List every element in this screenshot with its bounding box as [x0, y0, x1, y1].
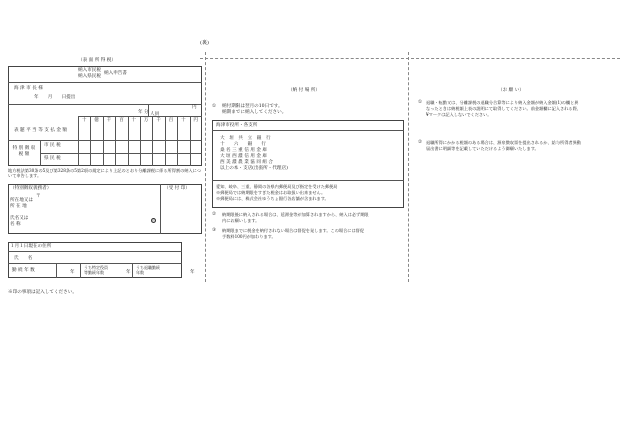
n2-text-b: 届出書に明細等を記載していただけるよう御願いたします。	[426, 146, 539, 151]
item2-circle: ②	[212, 212, 217, 217]
header-line1: 納入市民税	[78, 68, 101, 73]
postal-mark: 〒	[36, 194, 41, 199]
n1-text: 退職・転勤又は、分離課税の退職分合算等により納入金額が納入金額(1)の欄と異	[426, 100, 579, 105]
row-city-label: 市 民 税	[44, 143, 61, 148]
col-specific-years: うち特定役員 等勤続年数	[84, 265, 108, 275]
header-line2: 納入県民税	[78, 74, 101, 79]
bank-line: 十 六 銀 行	[220, 142, 266, 147]
year-unit: 年	[190, 270, 195, 275]
item1-circle: ①	[212, 104, 217, 109]
digit: 十	[81, 118, 87, 123]
item3-circle: ③	[212, 228, 217, 233]
seal-icon: 印	[152, 219, 156, 223]
row-total-label: 表 題 平 当 等 支 払 金 額	[14, 128, 68, 133]
digit: 万	[143, 118, 149, 123]
digit: 千	[156, 118, 161, 123]
bank-line: 西 美 濃 農 業 協 同 組 合	[220, 160, 274, 165]
bank-line: 大 垣 西 濃 信 用 金 庫	[220, 154, 267, 159]
fold-line-top	[200, 58, 620, 59]
bank-line: 大 垣 共 立 銀 行	[220, 136, 271, 141]
footer-note: ※印の事項は記入してください。	[8, 290, 77, 295]
item3-text-b: 手数料100円が加わります。	[222, 234, 276, 239]
digit: 十	[131, 118, 137, 123]
col-retire-years: うち退職勤続 年数	[136, 265, 160, 275]
declaration-note: 地方税法第30条の5及び第328条の5第2項の規定により上記のとおり分離課税に係る所得割の納入について申告します。	[8, 168, 201, 179]
year-unit: 年	[70, 270, 75, 275]
row-pref-label: 県 民 税	[44, 156, 61, 161]
row-group-label: 特 別 徴 収 税 額	[12, 146, 36, 157]
item2-text-b: 内にお願いします。	[222, 218, 260, 223]
name-label: 氏 名	[14, 256, 33, 261]
unit-yen: 円	[192, 105, 197, 110]
digit: 百	[119, 118, 124, 123]
year-label: 年 分	[138, 110, 149, 115]
bank-header: 海津市役所・各支所	[216, 123, 258, 128]
submit-date: 年 月 日提出	[34, 95, 76, 100]
item1-text: 納付期限は翌月の10日です。	[222, 104, 283, 109]
digit: 円	[193, 118, 199, 123]
fold-line-right	[408, 52, 409, 282]
receipt-stamp: （受 付 印）	[164, 186, 190, 191]
bank-note: 愛知、岐阜、三重、静岡の各県内郵便局及び指定を受けた郵便局	[216, 184, 338, 189]
left-title: （表 面 所 得 税）	[78, 58, 116, 63]
n2-text: 退職所得にかかる税額のある場合は、源泉徴収票を提出されるか、給与所得者異動	[426, 140, 581, 145]
persons-label: 人員	[150, 112, 160, 117]
payer-name-label: 氏名又は 名 称	[10, 216, 29, 227]
bank-note: ※郵便局では納期限をすぎた税金はお取扱い出来ません。	[216, 190, 326, 195]
digit: 億	[94, 118, 99, 123]
n2-circle: ②	[418, 140, 423, 145]
recipient: 海 津 市 長 様	[14, 86, 43, 91]
header-tail: 納入申告書	[104, 71, 127, 76]
digit: 百	[168, 118, 174, 123]
digit: 十	[181, 118, 186, 123]
bank-line: 以上の本・支店(出張所・代理店)	[220, 166, 288, 171]
page-mark: (裏)	[200, 40, 209, 46]
digit: 千	[106, 118, 112, 123]
n1-text-c: ¥マークは記入しないでください。	[426, 112, 492, 117]
item3-text: 納期限までに税金を納付されない場合は督促を発します。この場合には督促	[222, 228, 365, 233]
n1-circle: ①	[418, 100, 423, 105]
address-box-title: １月１日現在の住所	[10, 244, 52, 249]
middle-title: （納 付 場 所）	[288, 88, 320, 93]
year-unit: 年	[126, 270, 131, 275]
fold-line-left	[205, 52, 206, 282]
n1-text-b: なったときは納税額上表の説明にて取得してください。前金額欄に記入される際、	[426, 106, 581, 111]
bank-note: ※郵便局には、株式会社ゆうちょ銀行各店舗が含まれます。	[216, 196, 329, 201]
years-label: 勤 続 年 数	[12, 268, 35, 273]
bank-line: 桑 名 三 重 信 用 金 庫	[220, 148, 267, 153]
payer-address-label: 所在地又は 所 在 地	[10, 198, 33, 209]
item2-text: 納期限後に納入される場合は、延滞金等が加算されますから、納入は必ず期限	[222, 212, 369, 217]
right-title: （お 願 い）	[498, 88, 524, 93]
payer-title: （特別徴収義務者）	[10, 186, 52, 191]
item1-text-b: 納期までに納入してください。	[222, 110, 287, 115]
